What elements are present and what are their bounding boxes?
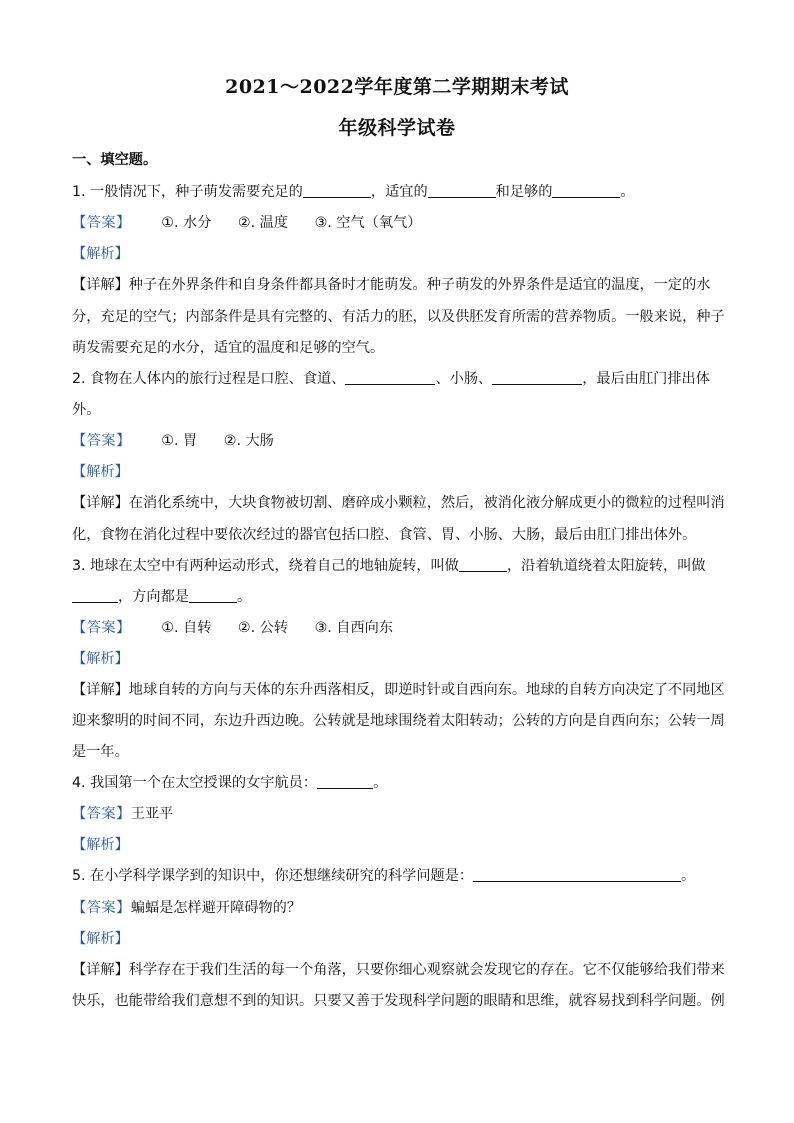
question-3-cont (72, 587, 722, 607)
q5-analysis-label: 【解析】 (72, 931, 129, 947)
answer-blank (345, 370, 435, 385)
q3-detail-line-2: 迎来黎明的时间不同，东边升西边晚。公转就是地球围绕着太阳转动；公转的方向是自西向东；公转一周 (72, 713, 725, 729)
q2-text-a: 2. 食物在人体内的旅行过程是口腔、食道、 (72, 371, 346, 387)
q1-answer-3: ③. 空气（氧气） (314, 215, 422, 231)
detail-text: 种子在外界条件和自身条件都具备时才能萌发。种子萌发的外界条件是适宜的温度，一定的水 (128, 277, 711, 293)
q2-text-b: 、小肠、 (435, 371, 493, 387)
q1-detail-line-1 (72, 275, 722, 295)
detail-label: 【详解】 (72, 277, 129, 293)
answer-label: 【答案】 (72, 900, 131, 916)
q5-text-a: 5. 在小学科学课学到的知识中，你还想继续研究的科学问题是： (72, 868, 474, 884)
q2-answer-1: ①. 胃 (161, 433, 198, 449)
q1-text-c: 和足够的 (495, 184, 553, 200)
question-4 (72, 773, 722, 793)
q3-answer-1: ①. 自转 (161, 620, 212, 636)
detail-label: 【详解】 (72, 682, 129, 698)
q4-answer-row (72, 804, 173, 824)
detail-label: 【详解】 (72, 495, 129, 511)
question-2 (72, 369, 722, 389)
answer-label: 【答案】 (72, 806, 131, 822)
q3-analysis-label: 【解析】 (72, 651, 129, 667)
q2-text-c: ，最后由肛门排出体 (582, 371, 710, 387)
answer-blank (459, 557, 507, 572)
question-3 (72, 556, 722, 576)
detail-label: 【详解】 (72, 962, 129, 978)
detail-text: 科学存在于我们生活的每一个角落，只要你细心观察就会发现它的存在。它不仅能够给我们带来 (128, 962, 725, 978)
detail-text: 在消化系统中，大块食物被切割、磨碎成小颗粒，然后，被消化液分解成更小的微粒的过程叫消 (128, 495, 725, 511)
q5-answer-row (72, 898, 301, 918)
q3-detail-line-3: 是一年。 (72, 744, 129, 760)
q3-text-b: ，沿着轨道绕着太阳旋转，叫做 (506, 558, 706, 574)
exam-title: 2021～2022学年度第二学期期末考试 (225, 76, 569, 98)
q5-detail-line-2: 快乐，也能带给我们意想不到的知识。只要又善于发现科学问题的眼睛和思维，就容易找到科学问题。例 (72, 993, 725, 1009)
q3-answer-row (72, 618, 415, 638)
q1-text-a: 1. 一般情况下，种子萌发需要充足的 (72, 184, 303, 200)
q3-text-c: ，方向都是 (118, 589, 189, 605)
exam-subtitle: 年级科学试卷 (338, 117, 456, 139)
q1-detail-line-3: 萌发需要充足的水分，适宜的温度和足够的空气。 (72, 340, 385, 356)
q2-answer-row (72, 431, 296, 451)
answer-blank (552, 183, 620, 198)
q1-detail-line-2: 分，充足的空气；内部条件是具有完整的、有活力的胚，以及供胚发育所需的营养物质。一般来说，种子 (72, 309, 725, 325)
q4-text-b: 。 (373, 775, 388, 791)
q1-analysis-label: 【解析】 (72, 246, 129, 262)
q1-text-d: 。 (620, 184, 635, 200)
q3-detail-line-1 (72, 680, 725, 700)
answer-label: 【答案】 (72, 620, 131, 636)
q5-text-b: 。 (681, 868, 696, 884)
q2-answer-2: ②. 大肠 (223, 433, 274, 449)
answer-blank (317, 774, 373, 789)
q2-analysis-label: 【解析】 (72, 464, 129, 480)
q4-text-a: 4. 我国第一个在太空授课的女宇航员： (72, 775, 318, 791)
question-5 (72, 866, 722, 886)
q2-detail-line-1 (72, 493, 725, 513)
q3-text-d: 。 (236, 589, 252, 605)
q1-answer-row (72, 213, 443, 233)
answer-blank (492, 370, 582, 385)
section-heading: 一、填空题。 (72, 152, 158, 168)
question-1 (72, 182, 722, 202)
answer-label: 【答案】 (72, 215, 131, 231)
q4-answer: 王亚平 (130, 806, 174, 822)
q3-answer-3: ③. 自西向东 (314, 620, 394, 636)
q1-answer-1: ①. 水分 (161, 215, 212, 231)
q3-text-a: 3. 地球在太空中有两种运动形式，绕着自己的地轴旋转，叫做 (72, 558, 459, 574)
q3-answer-2: ②. 公转 (237, 620, 289, 636)
q1-answer-2: ②. 温度 (237, 215, 289, 231)
q5-detail-line-1 (72, 960, 725, 980)
q1-text-b: ，适宜的 (370, 184, 428, 200)
q2-detail-line-2: 化，食物在消化过程中要依次经过的器官包括口腔、食管、胃、小肠、大肠，最后由肛门排出体外。 (72, 527, 697, 543)
answer-blank (189, 588, 237, 603)
answer-blank (428, 183, 496, 198)
q5-answer: 蝙蝠是怎样避开障碍物的？ (130, 900, 302, 916)
answer-blank (72, 588, 118, 603)
answer-blank (473, 867, 681, 882)
answer-blank (303, 183, 371, 198)
question-2-cont: 外。 (72, 402, 101, 418)
answer-label: 【答案】 (72, 433, 131, 449)
detail-text: 地球自转的方向与天体的东升西落相反，即逆时针或自西向东。地球的自转方向决定了不同地区 (128, 682, 725, 698)
q4-analysis-label: 【解析】 (72, 837, 129, 853)
